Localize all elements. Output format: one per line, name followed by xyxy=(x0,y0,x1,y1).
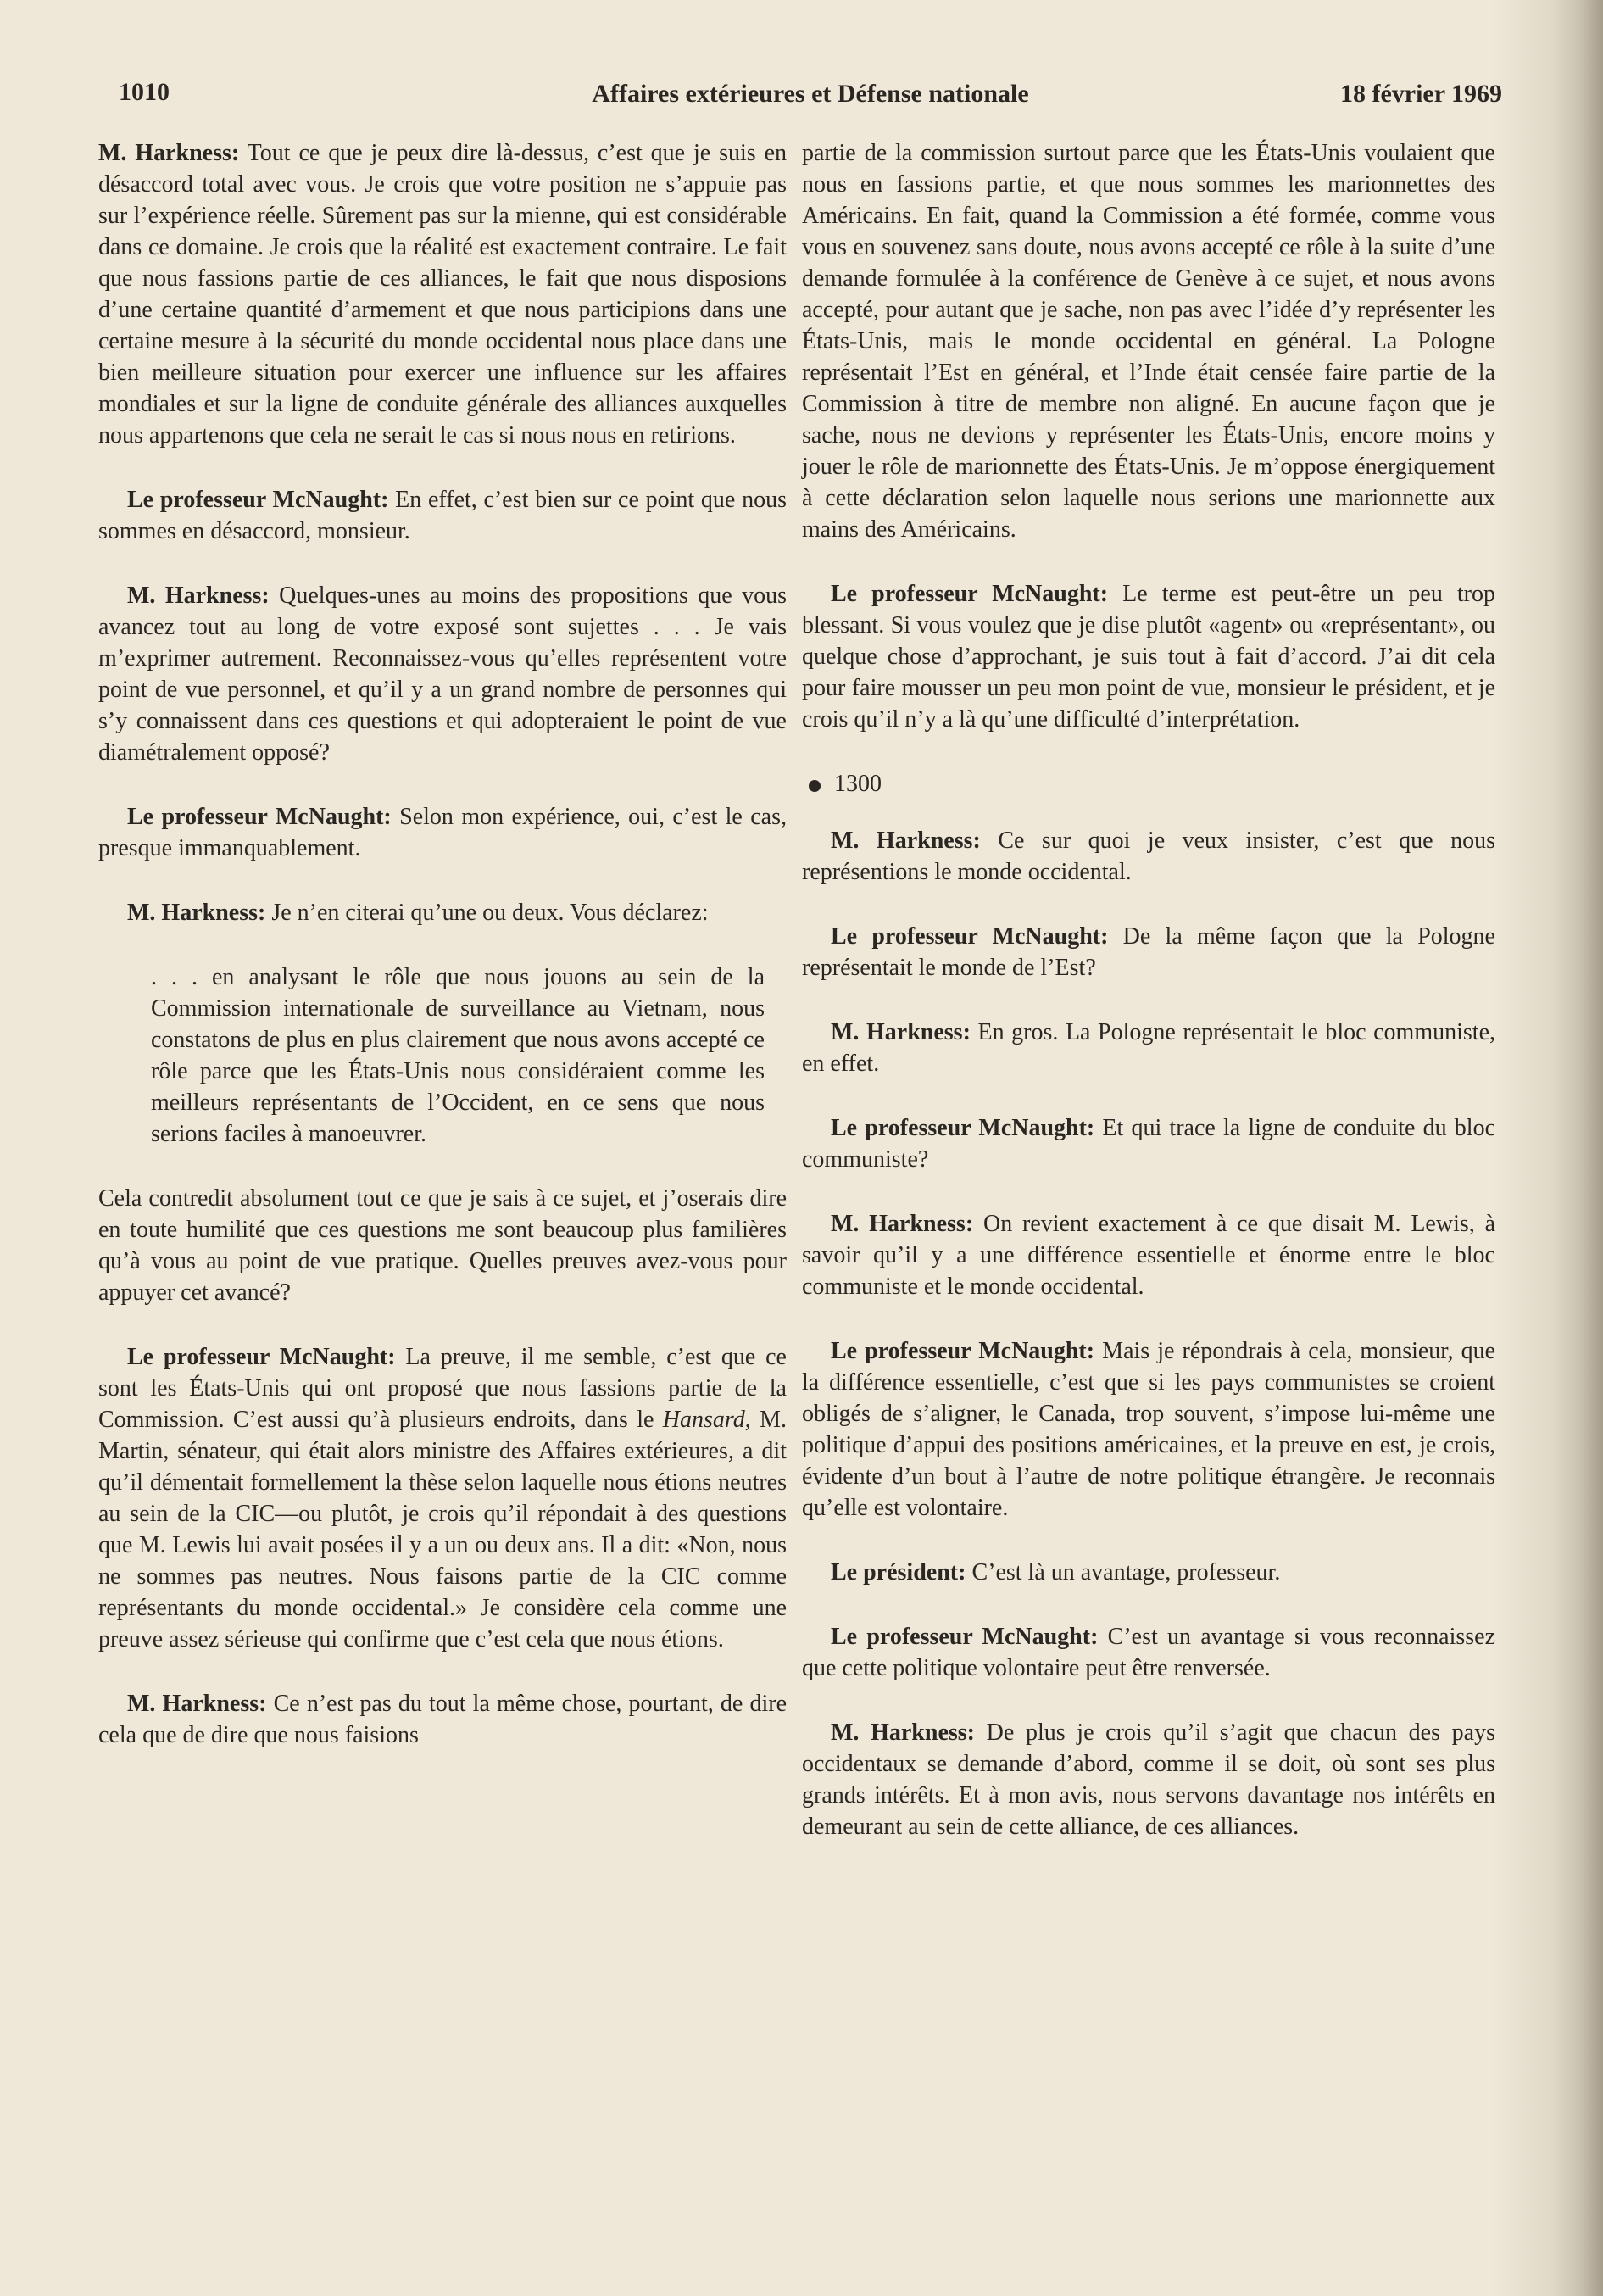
paragraph xyxy=(98,897,787,928)
paragraph xyxy=(98,1341,787,1655)
speaker-name: M. Harkness: xyxy=(98,140,240,166)
page-header xyxy=(119,78,1502,120)
paragraph xyxy=(802,1557,1495,1588)
speech-text: En effet, c’est bien sur ce point que nous sommes en désaccord, monsieur. xyxy=(98,487,787,544)
speech-text: La preuve, il me semble, c’est que ce sont les États-Unis qui ont proposé que nous fassions partie de la Commission. C’est aussi qu’à plusieurs endroits, dans le xyxy=(98,1344,787,1433)
speech-text: C’est un avantage si vous reconnaissez que cette politique volontaire peut être renversée. xyxy=(802,1624,1496,1681)
speaker-name: Le professeur McNaught: xyxy=(127,804,392,830)
paragraph xyxy=(802,578,1495,735)
speech-text: Quelques-unes au moins des propositions que vous avancez tout au long de votre exposé sont sujettes . . . Je vais m’exprimer autrement. Reconnaissez-vous qu’elles représentent votre point de vue personnel, et qu’il y a un grand nombre de personnes qui s’y connaissent dans ces questions et qui adopteraient le point de vue diamétralement opposé? xyxy=(98,582,787,766)
speech-text: Selon mon expérience, oui, c’est le cas, presque immanquablement. xyxy=(98,804,787,861)
speech-text: , M. Martin, sénateur, qui était alors ministre des Affaires extérieures, a dit qu’il démentait formellement la thèse selon laquelle nous étions neutres au sein de la CIC—ou plutôt, je crois qu’il répondait à des questions que M. Lewis lui avait posées il y a un ou deux ans. Il a dit: «Non, nous ne sommes pas neutres. Nous faisons partie de la CIC comme représentants du monde occidental.» Je considère cela comme une preuve assez sérieuse qui confirme que c’est cela que nous étions. xyxy=(98,1407,787,1652)
paragraph xyxy=(98,137,787,451)
paragraph: partie de la commission surtout parce que les États-Unis voulaient que nous en fassions partie, et que nous sommes les marionnettes des Américains. En fait, quand la Commission a été formée, comme vous vous en souvenez sans doute, nous avons accepté ce rôle à la suite d’une demande formulée à la conférence de Genève à ce sujet, et nous avons accepté, pour autant que je sache, non pas avec l’idée d’y représenter les États-Unis, mais le monde occidental en général. La Pologne représentait l’Est en général, et l’Inde était censée faire partie de la Commission à titre de membre non aligné. En aucune façon que je sache, nous ne devions y représenter les États-Unis, encore moins y jouer le rôle de marionnette des États-Unis. Je m’oppose énergiquement à cette déclaration selon laquelle nous serions une marionnette aux mains des Américains. xyxy=(802,140,1495,543)
speaker-name: Le professeur McNaught: xyxy=(831,581,1109,607)
paragraph xyxy=(802,1335,1495,1524)
speaker-name: M. Harkness: xyxy=(831,1211,974,1237)
speaker-name: M. Harkness: xyxy=(127,900,266,926)
speech-text: C’est là un avantage, professeur. xyxy=(966,1559,1281,1585)
speech-text: Tout ce que je peux dire là-dessus, c’est que je suis en désaccord total avec vous. Je crois que votre position ne s’appuie pas sur l’expérience réelle. Sûrement pas sur la mienne, qui est considérable dans ce domaine. Je crois que la réalité est exactement contraire. Le fait que nous fassions partie de ces alliances, le fait que nous disposions d’une certaine quantité d’armement et que nous participions dans une certaine mesure à la sécurité du monde occidental nous place dans une bien meilleure situation pour exercer une influence sur les affaires mondiales et sur la ligne de conduite générale des alliances auxquelles nous appartenons que cela ne serait le cas si nous nous en retirions. xyxy=(98,140,788,449)
speech-text: Je n’en citerai qu’une ou deux. Vous déclarez: xyxy=(265,900,709,926)
paragraph xyxy=(98,1688,787,1751)
speech-text: De plus je crois qu’il s’agit que chacun des pays occidentaux se demande d’abord, comme il se doit, où sont ses plus grands intérêts. Et à mon avis, nous servons davantage nos intérêts en demeurant au sein de cette alliance, de ces alliances. xyxy=(802,1719,1495,1840)
paragraph xyxy=(98,801,787,864)
paragraph xyxy=(802,1621,1495,1684)
paragraph xyxy=(802,1717,1495,1842)
speech-text: En gros. La Pologne représentait le bloc communiste, en effet. xyxy=(802,1019,1496,1077)
left-column xyxy=(98,137,787,1784)
speaker-name: Le professeur McNaught: xyxy=(831,1624,1099,1650)
binding-shadow xyxy=(1552,0,1603,2296)
paragraph xyxy=(802,921,1495,984)
speaker-name: M. Harkness: xyxy=(831,828,981,854)
speaker-name: Le président: xyxy=(831,1559,966,1585)
speech-text: Et qui trace la ligne de conduite du bloc communiste? xyxy=(802,1115,1496,1173)
right-column xyxy=(802,137,1495,1875)
speech-text: Ce sur quoi je veux insister, c’est que nous représentions le monde occidental. xyxy=(802,828,1495,885)
paragraph xyxy=(802,1017,1495,1079)
header-date: 18 février 1969 xyxy=(1339,80,1502,108)
paragraph xyxy=(802,825,1495,888)
speaker-name: Le professeur McNaught: xyxy=(831,1115,1095,1141)
speaker-name: Le professeur McNaught: xyxy=(127,487,389,513)
speaker-name: M. Harkness: xyxy=(831,1019,971,1045)
speech-text: On revient exactement à ce que disait M. Lewis, à savoir qu’il y a une différence essentielle et énorme entre le bloc communiste et le monde occidental. xyxy=(802,1211,1495,1300)
speaker-name: Le professeur McNaught: xyxy=(831,1338,1095,1364)
paragraph xyxy=(98,580,787,768)
paragraph xyxy=(802,1208,1495,1302)
speech-text: De la même façon que la Pologne représentait le monde de l’Est? xyxy=(802,923,1495,981)
paragraph: Cela contredit absolument tout ce que je sais à ce sujet, et j’oserais dire en toute humilité que ces questions me sont beaucoup plus familières qu’à vous au point de vue pratique. Quelles preuves avez-vous pour appuyer cet avancé? xyxy=(98,1185,787,1306)
speaker-name: Le professeur McNaught: xyxy=(831,923,1109,950)
speech-text: Ce n’est pas du tout la même chose, pourtant, de dire cela que de dire que nous faisions xyxy=(98,1691,788,1748)
block-quote: . . . en analysant le rôle que nous jouons au sein de la Commission internationale de surveillance au Vietnam, nous constatons de plus en plus clairement que nous avons accepté ce rôle parce que les États-Unis nous considéraient comme les meilleurs représentants de l’Occident, en ce sens que nous serions faciles à manoeuvrer. xyxy=(151,964,765,1147)
speech-text: Mais je répondrais à cela, monsieur, que la différence essentielle, c’est que si les pays communistes se croient obligés de s’aligner, le Canada, trop souvent, s’impose lui-même une politique d’appui des positions américaines, et la preuve en est, je crois, évidente d’un bout à l’autre de notre politique étrangère. Je reconnais qu’elle est volontaire. xyxy=(802,1338,1496,1521)
page-number: 1010 xyxy=(119,78,170,106)
running-title: Affaires extérieures et Défense nationale xyxy=(592,80,1029,108)
speech-text: Le terme est peut-être un peu trop blessant. Si vous voulez que je dise plutôt «agent» ou «représentant», ou quelque chose d’approchant, je suis tout à fait d’accord. J’ai dit cela pour faire mousser un peu mon point de vue, monsieur le président, et je crois qu’il n’y a là qu’une difficulté d’interprétation. xyxy=(802,581,1495,733)
speaker-name: M. Harkness: xyxy=(127,582,270,609)
time-stamp: 1300 xyxy=(834,771,882,797)
paragraph xyxy=(98,484,787,547)
speaker-name: Le professeur McNaught: xyxy=(127,1344,396,1370)
bullet-icon xyxy=(809,780,821,792)
speaker-name: M. Harkness: xyxy=(831,1719,975,1746)
time-marker xyxy=(809,768,1495,800)
speaker-name: M. Harkness: xyxy=(127,1691,267,1717)
hansard-reference: Hansard xyxy=(662,1407,745,1433)
paragraph xyxy=(802,1112,1495,1175)
